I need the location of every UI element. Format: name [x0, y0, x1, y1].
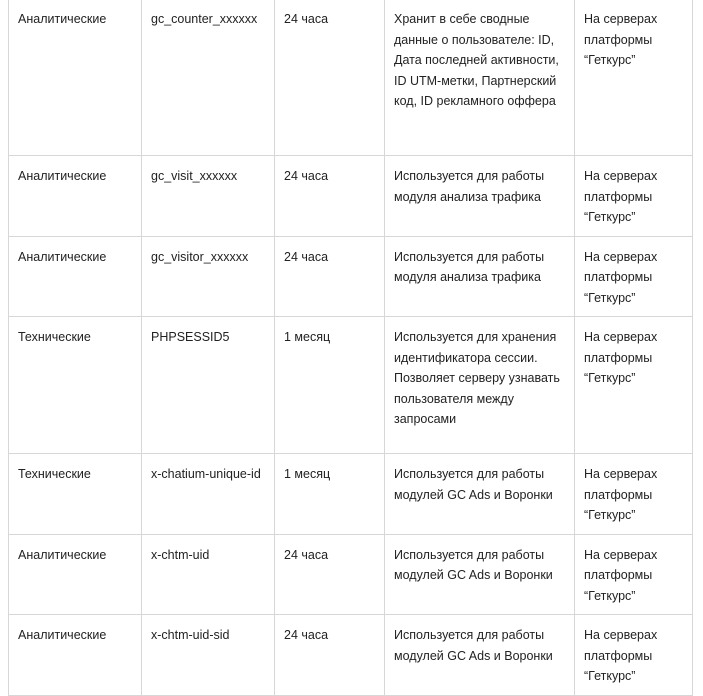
cookie-category: Аналитические — [9, 0, 142, 156]
cookie-category: Аналитические — [9, 615, 142, 696]
cookie-duration: 1 месяц — [275, 454, 385, 535]
table-row — [9, 236, 693, 317]
cookie-storage: На серверах платформы “Геткурс” — [575, 454, 693, 535]
cookie-duration: 24 часа — [275, 0, 385, 156]
cookie-duration: 24 часа — [275, 534, 385, 615]
cookie-description: Используется для хранения идентификатора сессии. Позволяет серверу узнавать пользователя между запросами — [385, 317, 575, 454]
cookie-duration: 24 часа — [275, 615, 385, 696]
table-row — [9, 156, 693, 237]
cookie-description: Используется для работы модулей GC Ads и Воронки — [385, 534, 575, 615]
cookie-category: Аналитические — [9, 236, 142, 317]
table-row — [9, 317, 693, 454]
cookie-category: Аналитические — [9, 156, 142, 237]
cookie-category: Аналитические — [9, 534, 142, 615]
cookie-description: Используется для работы модулей GC Ads и Воронки — [385, 615, 575, 696]
cookie-storage: На серверах платформы “Геткурс” — [575, 615, 693, 696]
cookie-storage: На серверах платформы “Геткурс” — [575, 236, 693, 317]
table-row — [9, 534, 693, 615]
cookie-category: Технические — [9, 454, 142, 535]
cookie-duration: 24 часа — [275, 236, 385, 317]
cookie-name: x-chtm-uid — [142, 534, 275, 615]
cookie-description: Используется для работы модуля анализа трафика — [385, 156, 575, 237]
cookie-category: Технические — [9, 317, 142, 454]
cookie-storage: На серверах платформы “Геткурс” — [575, 534, 693, 615]
cookie-name: x-chtm-uid-sid — [142, 615, 275, 696]
cookie-description: Хранит в себе сводные данные о пользователе: ID, Дата последней активности, ID UTM-метки, Партнерский код, ID рекламного оффера — [385, 0, 575, 156]
cookie-duration: 24 часа — [275, 156, 385, 237]
cookie-name: gc_visit_xxxxxx — [142, 156, 275, 237]
table-row — [9, 0, 693, 156]
cookie-name: x-chatium-unique-id — [142, 454, 275, 535]
cookie-description: Используется для работы модуля анализа трафика — [385, 236, 575, 317]
cookie-table — [8, 0, 693, 696]
table-row — [9, 454, 693, 535]
cookie-storage: На серверах платформы “Геткурс” — [575, 317, 693, 454]
cookie-storage: На серверах платформы “Геткурс” — [575, 156, 693, 237]
table-row — [9, 615, 693, 696]
cookie-name: gc_visitor_xxxxxx — [142, 236, 275, 317]
cookie-name: PHPSESSID5 — [142, 317, 275, 454]
cookie-storage: На серверах платформы “Геткурс” — [575, 0, 693, 156]
cookie-name: gc_counter_xxxxxx — [142, 0, 275, 156]
cookie-duration: 1 месяц — [275, 317, 385, 454]
cookie-description: Используется для работы модулей GC Ads и Воронки — [385, 454, 575, 535]
